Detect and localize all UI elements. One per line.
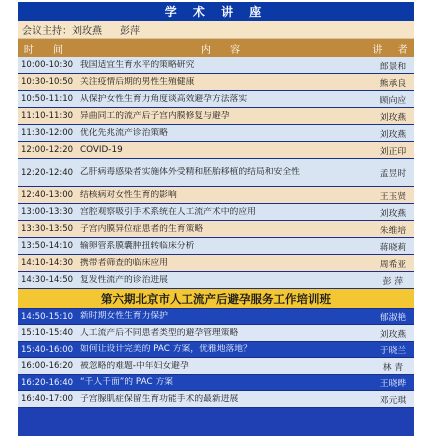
session-topic: 异曲同工的流产后子宫内膜修复与避孕 (80, 110, 230, 121)
table-row (18, 187, 414, 204)
session-speaker: 刘玫燕 (379, 112, 407, 123)
table-row (18, 255, 414, 272)
table-row (18, 221, 414, 238)
session-time: 14:50-15:10 (21, 311, 74, 322)
session-time: 14:10-14:30 (21, 258, 74, 268)
session-time: 15:10-15:40 (21, 328, 74, 338)
session-time: 16:20-16:40 (21, 377, 74, 388)
session-topic: 关注疫情后期的男性生殖健康 (80, 76, 195, 87)
table-row (18, 125, 414, 142)
training-banner: 第六期北京市人工流产后避孕服务工作培训班 (18, 289, 414, 309)
session-time: 10:30-10:50 (21, 77, 74, 87)
session-topic: 子宫腺肌症保留生育功能手术的最新进展 (80, 393, 239, 404)
header-content: 内 容 (200, 44, 249, 56)
session-topic: 携带者筛查的临床应用 (80, 257, 168, 268)
session-time: 10:50-11:10 (21, 94, 74, 104)
session-time: 12:40-13:00 (21, 190, 74, 200)
session-time: 11:30-12:00 (21, 128, 74, 138)
session-topic: 优化先兆流产诊治策略 (80, 127, 168, 138)
session-speaker: 郁淑艳 (379, 313, 407, 323)
session-speaker: 熊承良 (379, 78, 407, 89)
session-time: 13:30-13:50 (21, 224, 74, 234)
session-speaker: 刘玫燕 (379, 208, 407, 219)
session-time: 11:10-11:30 (21, 111, 74, 121)
session-time: 16:00-16:20 (21, 361, 74, 371)
session-time: 13:00-13:30 (21, 207, 74, 217)
session-speaker: 刘玫燕 (379, 129, 407, 140)
session-topic: 人工流产后不同患者类型的避孕管理策略 (80, 327, 239, 338)
session-speaker: 孟昱时 (379, 169, 407, 179)
session-topic: “千人千面”的 PAC 方案 (80, 377, 174, 387)
table-row (18, 358, 414, 375)
session-time: 12:00-12:20 (21, 145, 74, 155)
session-speaker: 周希亚 (379, 259, 407, 270)
session-topic: 我国适宜生育水平的策略研究 (80, 59, 195, 70)
session-topic: 从保护女性生育力角度谈高效避孕方法落实 (80, 93, 248, 104)
session-topic: 复发性流产的诊治进展 (80, 274, 168, 285)
header-speaker: 讲 者 (372, 44, 414, 56)
session-time: 13:50-14:10 (21, 241, 74, 251)
session-speaker: 刘正印 (379, 146, 407, 157)
table-row (18, 391, 414, 408)
table-row (18, 272, 414, 289)
table-row (18, 159, 414, 187)
table-row (18, 325, 414, 342)
session-speaker: 顾向应 (379, 95, 407, 106)
session-speaker: 王晓晔 (379, 379, 407, 389)
session-speaker: 郎景和 (379, 61, 407, 72)
table-row (18, 91, 414, 108)
session-speaker: 刘玫燕 (379, 329, 407, 340)
host-label: 会议主持：刘玫燕 (22, 26, 102, 37)
session-topic: 新时期女性生育力保护 (80, 311, 168, 321)
session-topic: 如何让设计完美的 PAC 方案，优雅地落地？ (80, 344, 252, 354)
table-row (18, 57, 414, 74)
session-topic: COVID-19 (80, 144, 123, 155)
table-row (18, 142, 414, 159)
table-row (18, 342, 414, 358)
table-row (18, 375, 414, 391)
session-speaker: 蒋晓莉 (379, 242, 407, 253)
session-speaker: 林 青 (382, 362, 404, 373)
session-time: 16:40-17:00 (21, 394, 74, 404)
session-topic: 乙肝病毒感染者实施体外受精和胚胎移植的结局和安全性 (80, 167, 300, 177)
host-second: 彭萍 (120, 26, 140, 37)
table-row (18, 309, 414, 325)
table-row (18, 204, 414, 221)
session-speaker: 邓元琪 (379, 395, 407, 406)
session-time: 10:00-10:30 (21, 60, 74, 70)
session-speaker: 彭 萍 (382, 276, 404, 287)
session-topic: 结核病对女性生育的影响 (80, 189, 177, 200)
page-title: 学 术 讲 座 (18, 2, 414, 21)
session-time: 15:40-16:00 (21, 344, 74, 355)
host-row (18, 21, 414, 39)
table-row (18, 108, 414, 125)
table-row (18, 238, 414, 255)
table-header (18, 39, 414, 57)
header-time: 时 间 (23, 44, 72, 56)
session-topic: 子宫内膜异位症患者的生育策略 (80, 223, 204, 234)
session-topic: 宫腔观察吸引手术系统在人工流产术中的应用 (80, 206, 256, 217)
session-time: 14:30-14:50 (21, 275, 74, 285)
session-topic: 输卵管系膜囊肿扭转临床分析 (80, 240, 195, 251)
session-speaker: 王玉贤 (379, 191, 407, 202)
session-time: 12:20-12:40 (21, 167, 74, 178)
lecture-schedule (18, 2, 414, 436)
table-row (18, 74, 414, 91)
session-speaker: 于晓兰 (379, 346, 407, 356)
session-speaker: 朱维培 (379, 225, 407, 236)
session-topic: 被忽略的难题-中年妇女避孕 (80, 360, 189, 371)
